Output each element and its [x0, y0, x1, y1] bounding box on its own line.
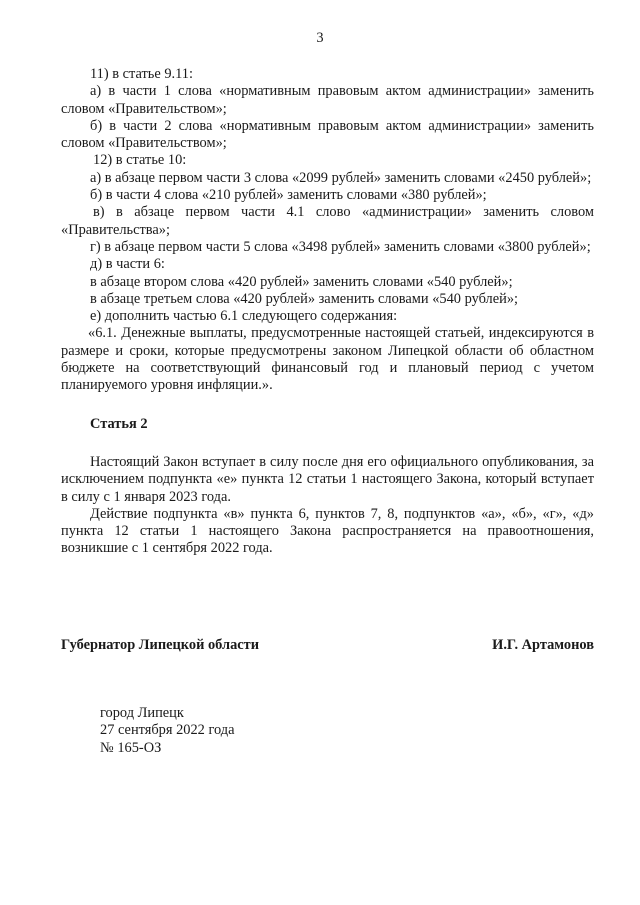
signature-block — [61, 637, 594, 654]
amendment-subitem-a: а) в части 1 слова «нормативным правовым актом администрации» заменить словом «Правительством»; — [61, 83, 594, 117]
footer-block — [100, 705, 235, 757]
amendment-subitem-d: д) в части 6: — [90, 256, 165, 273]
amendment-subitem-b: б) в части 2 слова «нормативным правовым актом администрации» заменить словом «Правительством»; — [61, 117, 594, 152]
signatory-position: Губернатор Липецкой области — [61, 637, 260, 653]
article-paragraph: Действие подпункта «в» пункта 6, пунктов 7, 8, подпунктов «а», «б», «г», «д» пункта 12 статьи 1 настоящего Закона распространяется на правоотношения, возникшие с 1 сентября 2022 года. — [61, 505, 594, 557]
amendment-item-11: 11) в статье 9.11: — [90, 66, 193, 82]
page-number: 3 — [316, 30, 324, 46]
amendment-subitem-g: г) в абзаце первом части 5 слова «3498 рублей» заменить словами «3800 рублей»; — [90, 238, 591, 255]
amendment-item-12: 12) в статье 10: — [93, 152, 187, 169]
amendment-subitem-v: в) в абзаце первом части 4.1 слово «администрации» заменить словом «Правительства»; — [61, 204, 594, 238]
amendment-subitem-a: а) в абзаце первом части 3 слова «2099 рублей» заменить словами «2450 рублей»; — [90, 169, 592, 186]
amendment-subitem-b: б) в части 4 слова «210 рублей» заменить словами «380 рублей»; — [90, 187, 487, 204]
law-number: № 165-ОЗ — [100, 739, 162, 756]
amendment-subitem-e: е) дополнить частью 6.1 следующего содержания: — [90, 308, 398, 325]
article-paragraph: Настоящий Закон вступает в силу после дня его официального опубликования, за исключением подпункта «е» пункта 12 статьи 1 настоящего Закона, который вступает в силу с 1 января 2023 года. — [61, 453, 594, 505]
date: 27 сентября 2022 года — [100, 722, 235, 739]
signatory-name: И.Г. Артамонов — [492, 637, 594, 653]
amendment-paragraph: в абзаце третьем слова «420 рублей» заменить словами «540 рублей»; — [90, 290, 519, 307]
city: город Липецк — [100, 705, 184, 721]
article-heading: Статья 2 — [90, 415, 148, 432]
quoted-part-6-1: «6.1. Денежные выплаты, предусмотренные настоящей статьей, индексируются в размере и сроки, которые предусмотрены законом Липецкой области об областном бюджете на соответствующий финансовый год и плановый период с учетом планируемого уровня инфляции.». — [61, 325, 594, 394]
document-body — [61, 66, 594, 558]
amendment-paragraph: в абзаце втором слова «420 рублей» заменить словами «540 рублей»; — [90, 273, 513, 290]
